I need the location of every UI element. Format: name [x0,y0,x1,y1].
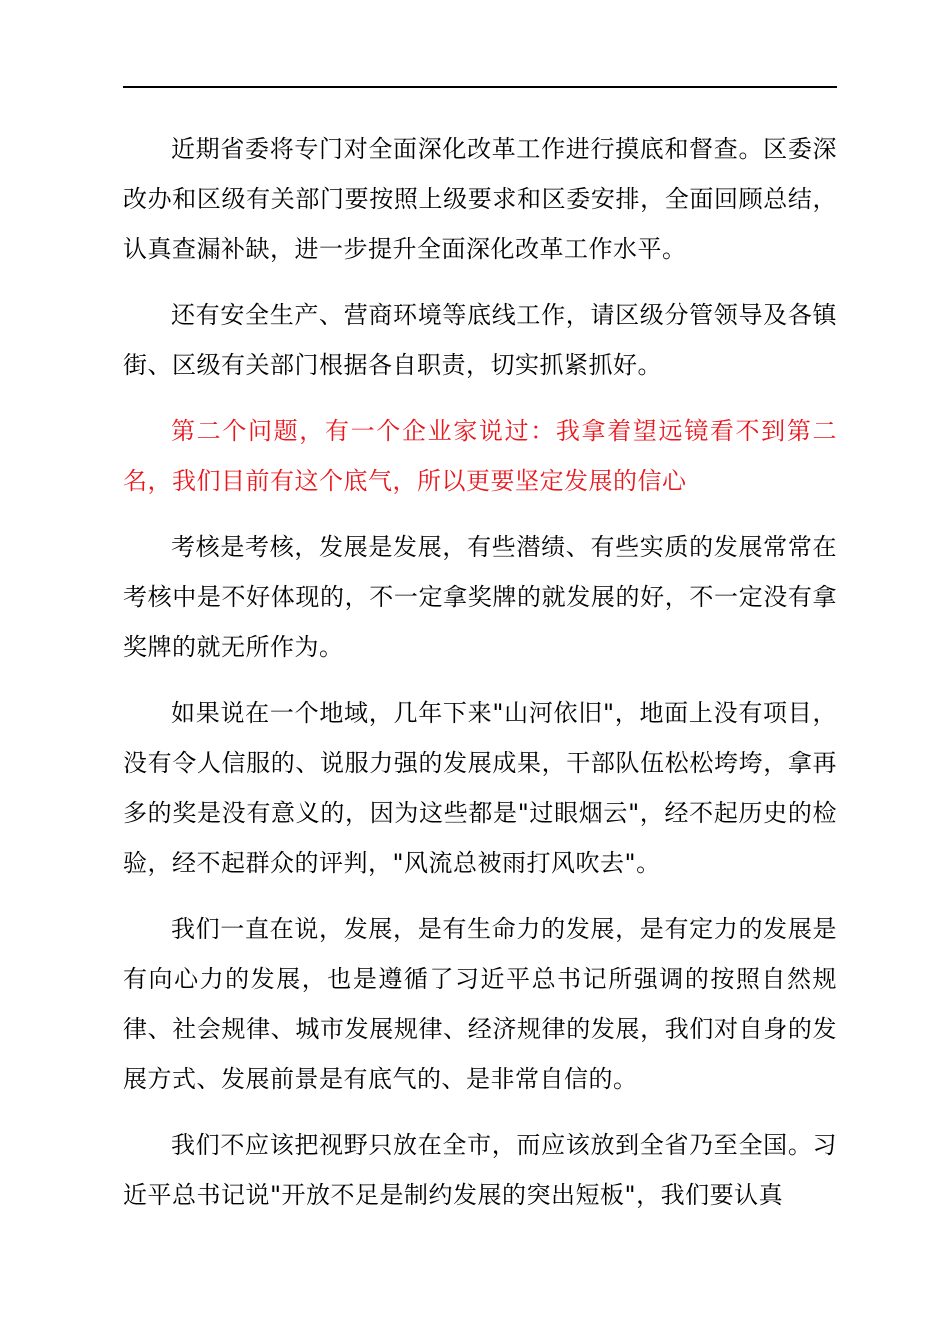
section-heading-second-issue: 第二个问题，有一个企业家说过：我拿着望远镜看不到第二名，我们目前有这个底气，所以更要坚定发展的信心 [123,417,837,495]
paragraph-region: 如果说在一个地域，几年下来"山河依旧"，地面上没有项目，没有令人信服的、说服力强的发展成果，干部队伍松松垮垮，拿再多的奖是没有意义的，因为这些都是"过眼烟云"，经不起历史的检验，经不起群众的评判，"风流总被雨打风吹去"。 [123,699,837,877]
header-rule [123,86,837,88]
paragraph-vision: 我们不应该把视野只放在全市，而应该放到全省乃至全国。习近平总书记说"开放不足是制约发展的突出短板"，我们要认真 [123,1131,837,1209]
paragraph-development: 我们一直在说，发展，是有生命力的发展，是有定力的发展是有向心力的发展，也是遵循了习近平总书记所强调的按照自然规律、社会规律、城市发展规律、经济规律的发展，我们对自身的发展方式、发展前景是有底气的、是非常自信的。 [123,915,837,1093]
paragraph-assessment: 考核是考核，发展是发展，有些潜绩、有些实质的发展常常在考核中是不好体现的，不一定拿奖牌的就发展的好，不一定没有拿奖牌的就无所作为。 [123,533,837,661]
document-body [123,124,837,1236]
paragraph-safety-work: 还有安全生产、营商环境等底线工作，请区级分管领导及各镇街、区级有关部门根据各自职责，切实抓紧抓好。 [123,301,837,379]
paragraph-reform-review: 近期省委将专门对全面深化改革工作进行摸底和督查。区委深改办和区级有关部门要按照上级要求和区委安排，全面回顾总结，认真查漏补缺，进一步提升全面深化改革工作水平。 [123,135,837,263]
